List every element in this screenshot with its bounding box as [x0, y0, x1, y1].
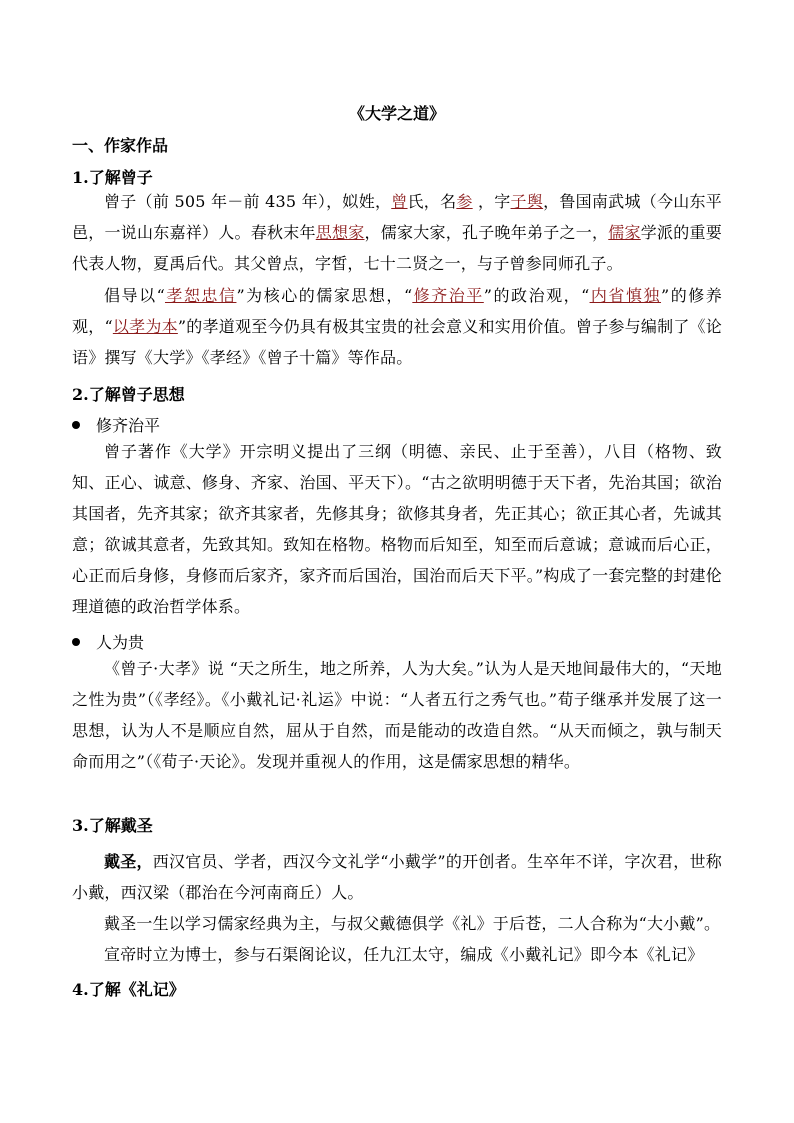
heading-zengzi-thought: 2.了解曾子思想	[72, 385, 185, 404]
paragraph-xiuqi: 曾子著作《大学》开宗明义提出了三纲（明德、亲民、止于至善），八目（格物、致知、正心、诚意、修身、齐家、治国、平天下）。“古之欲明明德于天下者，先治其国；欲治其国者，先齐其家；欲齐其家者，先修其身；欲修其身者，先正其心；欲正其心者，先诚其意；欲诚其意者，先致其知。致知在格物。格物而后知至，知至而后意诚；意诚而后心正，心正而后身修，身修而后家齐，家齐而后国治，国治而后天下平。”构成了一套完整的封建伦理道德的政治哲学体系。	[72, 442, 722, 616]
term-thinker: 思想家	[315, 223, 365, 242]
paragraph-daisheng-career: 宣帝时立为博士，参与石渠阁论议，任九江太守，编成《小戴礼记》即今本《礼记》	[104, 945, 704, 964]
paragraph-zengzi-bio: 曾子（前 505 年－前 435 年），姒姓，曾氏，名参 ，字子舆，鲁国南武城（今山东平邑，一说山东嘉祥）人。春秋末年思想家，儒家大家，孔子晚年弟子之一，儒家学派的重要代表人物，夏禹后代。其父曾点，字皙，七十二贤之一，与子曾参同师孔子。	[72, 192, 723, 273]
paragraph-zengzi-ideas: 倡导以“孝恕忠信”为核心的儒家思想，“修齐治平”的政治观，“内省慎独”的修养观，“以孝为本”的孝道观至今仍具有极其宝贵的社会意义和实用价值。曾子参与编制了《论语》撰写《大学》《孝经》《曾子十篇》等作品。	[72, 286, 722, 367]
bullet-dot-icon	[72, 638, 80, 646]
bullet-item-renweigui: 人为贵	[72, 630, 144, 653]
term-shen: 参	[456, 192, 473, 211]
term-xiuqi: 修齐治平	[412, 286, 484, 305]
heading-daisheng: 3.了解戴圣	[72, 816, 153, 835]
section-heading-author-works: 一、作家作品	[72, 136, 169, 155]
term-xiaoshu: 孝恕忠信	[164, 286, 237, 305]
term-ziyu: 子舆	[510, 192, 544, 211]
term-neixing: 内省慎独	[589, 286, 662, 305]
term-zeng: 曾	[391, 192, 408, 211]
heading-zengzi: 1.了解曾子	[72, 168, 153, 187]
bullet-dot-icon	[72, 421, 80, 429]
page-title: 《大学之道》	[348, 104, 445, 123]
term-confucian: 儒家	[608, 223, 641, 242]
bullet-item-xiuqi: 修齐治平	[72, 413, 160, 436]
heading-liji: 4.了解《礼记》	[72, 980, 185, 999]
term-yixiao: 以孝为本	[112, 317, 178, 336]
paragraph-renweigui: 《曾子·大孝》说 “天之所生，地之所养，人为大矣。”认为人是天地间最伟大的，“天地之性为贵”（《孝经》。《小戴礼记·礼运》中说：“人者五行之秀气也。”荀子继承并发展了这一思想，认为人不是顺应自然，屈从于自然，而是能动的改造自然。“从天而倾之，孰与制天命而用之”（《荀子·天论》。发现并重视人的作用，这是儒家思想的精华。	[72, 659, 722, 771]
paragraph-daisheng-bio: 戴圣，西汉官员、学者，西汉今文礼学“小戴学”的开创者。生卒年不详，字次君，世称小戴，西汉梁（郡治在今河南商丘）人。	[72, 852, 722, 902]
paragraph-daisheng-study: 戴圣一生以学习儒家经典为主，与叔父戴德俱学《礼》于后苍，二人合称为“大小戴”。	[104, 914, 721, 933]
